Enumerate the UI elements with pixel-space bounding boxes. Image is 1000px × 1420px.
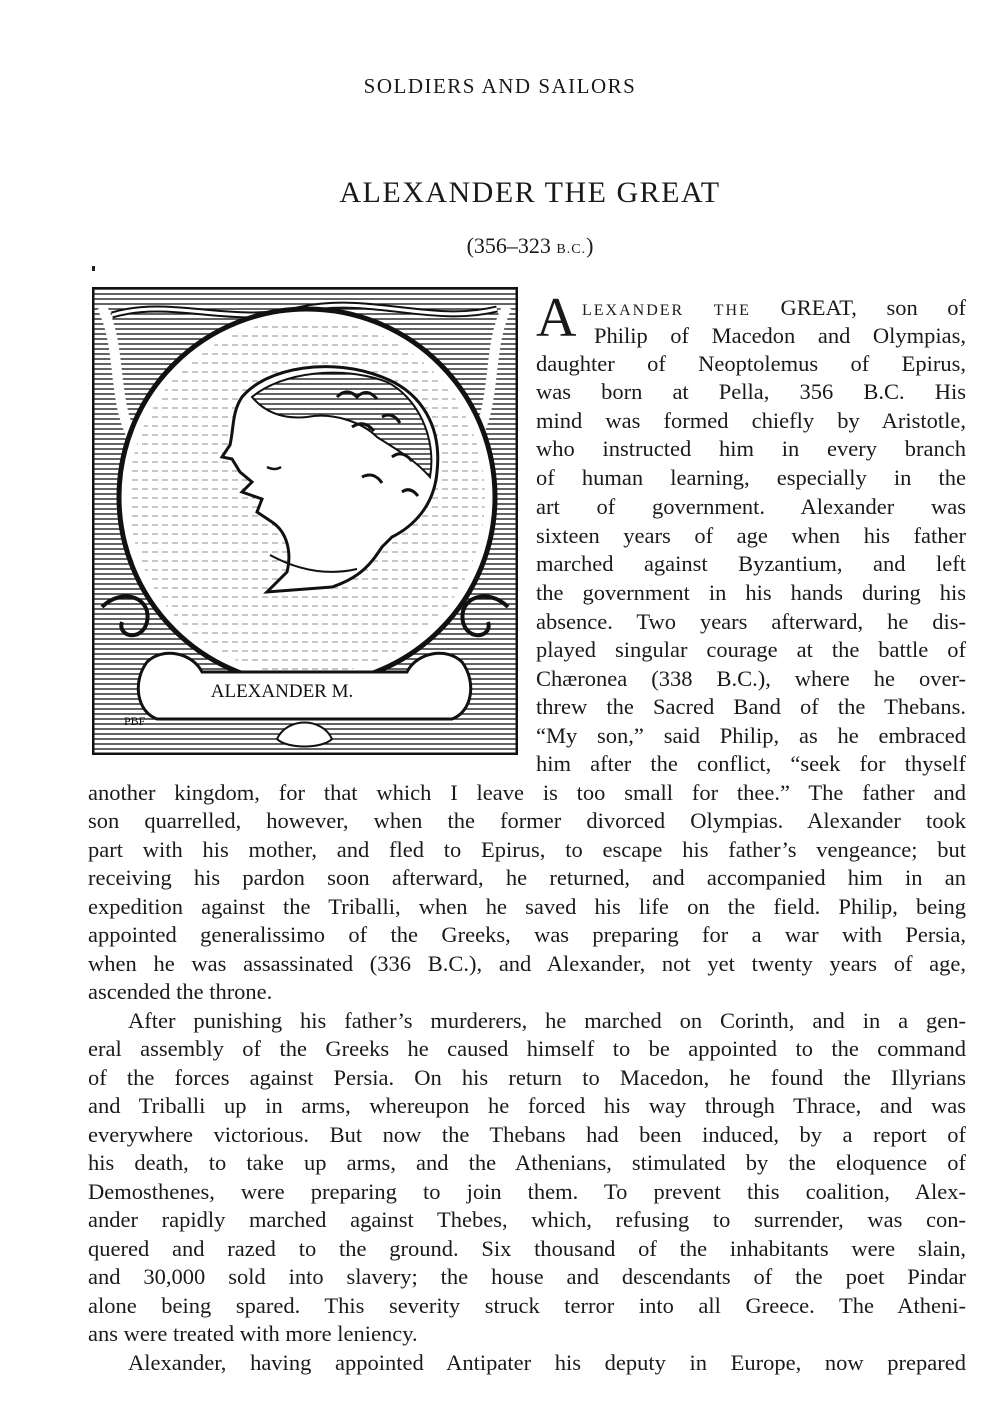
text-line: when he was assassinated (336 B.C.), and Alexander, not yet twenty years of age, (88, 951, 966, 976)
text-line: Chæronea (338 B.C.), where he over- (536, 666, 966, 691)
text-line: Philip of Macedon and Olympias, (594, 323, 966, 348)
text-line: who instructed him in every branch (536, 436, 966, 461)
drop-cap: A (536, 287, 577, 349)
text-line: ans were treated with more leniency. (88, 1321, 418, 1346)
text-line: part with his mother, and fled to Epirus, to escape his father’s vengeance; but (88, 837, 966, 862)
text-line: the government in his hands during his (536, 580, 966, 605)
text-line: ascended the throne. (88, 979, 273, 1004)
text-line: Demosthenes, were preparing to join them. To prevent this coalition, Alex- (88, 1179, 966, 1204)
portrait-svg (92, 287, 518, 755)
text-line: him after the conflict, “seek for thyself (536, 751, 966, 776)
running-head: SOLDIERS AND SAILORS (363, 74, 637, 98)
artist-monogram: PBF (124, 714, 146, 728)
text-line: and 30,000 sold into slavery; the house and descendants of the poet Pindar (88, 1264, 966, 1289)
text-line: ander rapidly marched against Thebes, which, refusing to surrender, was con- (88, 1207, 966, 1232)
text-line: art of government. Alexander was (536, 494, 966, 519)
stray-ink-mark (92, 266, 95, 271)
portrait-caption: ALEXANDER M. (210, 681, 354, 702)
text-line: receiving his pardon soon afterward, he returned, and accompanied him in an (88, 865, 966, 890)
text-line: expedition against the Triballi, when he saved his life on the field. Philip, being (88, 894, 966, 919)
open-word-4: son of (886, 295, 967, 320)
text-line: appointed generalissimo of the Greeks, was preparing for a war with Persia, (88, 922, 966, 947)
text-line: threw the Sacred Band of the Thebans. (536, 694, 966, 719)
dates-open: (356–323 (466, 233, 557, 258)
dates-close: ) (586, 233, 594, 258)
text-line: was born at Pella, 356 B.C. His (536, 379, 966, 404)
text-line: alone being spared. This severity struck terror into all Greece. The Atheni- (88, 1293, 966, 1318)
text-line: everywhere victorious. But now the Thebans had been induced, by a report of (88, 1122, 966, 1147)
text-line: son quarrelled, however, when the former divorced Olympias. Alexander took (88, 808, 966, 833)
open-word-3: GREAT, (780, 295, 857, 320)
text-line: of the forces against Persia. On his return to Macedon, he found the Illyrians (88, 1065, 966, 1090)
text-line: another kingdom, for that which I leave is too small for thee.” The father and (88, 780, 966, 805)
text-line: “My son,” said Philip, as he embraced (536, 723, 966, 748)
text-line: Alexander, having appointed Antipater his deputy in Europe, now prepared (128, 1350, 966, 1375)
opening-line (582, 294, 966, 325)
text-line: daughter of Neoptolemus of Epirus, (536, 351, 966, 376)
dates-era: B.C. (556, 242, 587, 257)
text-line: absence. Two years afterward, he dis- (536, 609, 966, 634)
article-dates (0, 233, 1000, 259)
article-title: ALEXANDER THE GREAT (339, 176, 721, 209)
open-word-1: LEXANDER (582, 302, 685, 319)
text-line: of human learning, especially in the (536, 465, 966, 490)
text-line: played singular courage at the battle of (536, 637, 966, 662)
text-line: After punishing his father’s murderers, he marched on Corinth, and in a gen- (128, 1008, 966, 1033)
portrait-engraving (92, 287, 518, 755)
open-word-2: THE (713, 302, 751, 319)
text-line: and Triballi up in arms, whereupon he forced his way through Thrace, and was (88, 1093, 966, 1118)
text-line: mind was formed chiefly by Aristotle, (536, 408, 966, 433)
text-line: sixteen years of age when his father (536, 523, 966, 548)
text-line: his death, to take up arms, and the Athenians, stimulated by the eloquence of (88, 1150, 966, 1175)
text-line: marched against Byzantium, and left (536, 551, 966, 576)
text-line: eral assembly of the Greeks he caused himself to be appointed to the command (88, 1036, 966, 1061)
text-line: quered and razed to the ground. Six thousand of the inhabitants were slain, (88, 1236, 966, 1261)
